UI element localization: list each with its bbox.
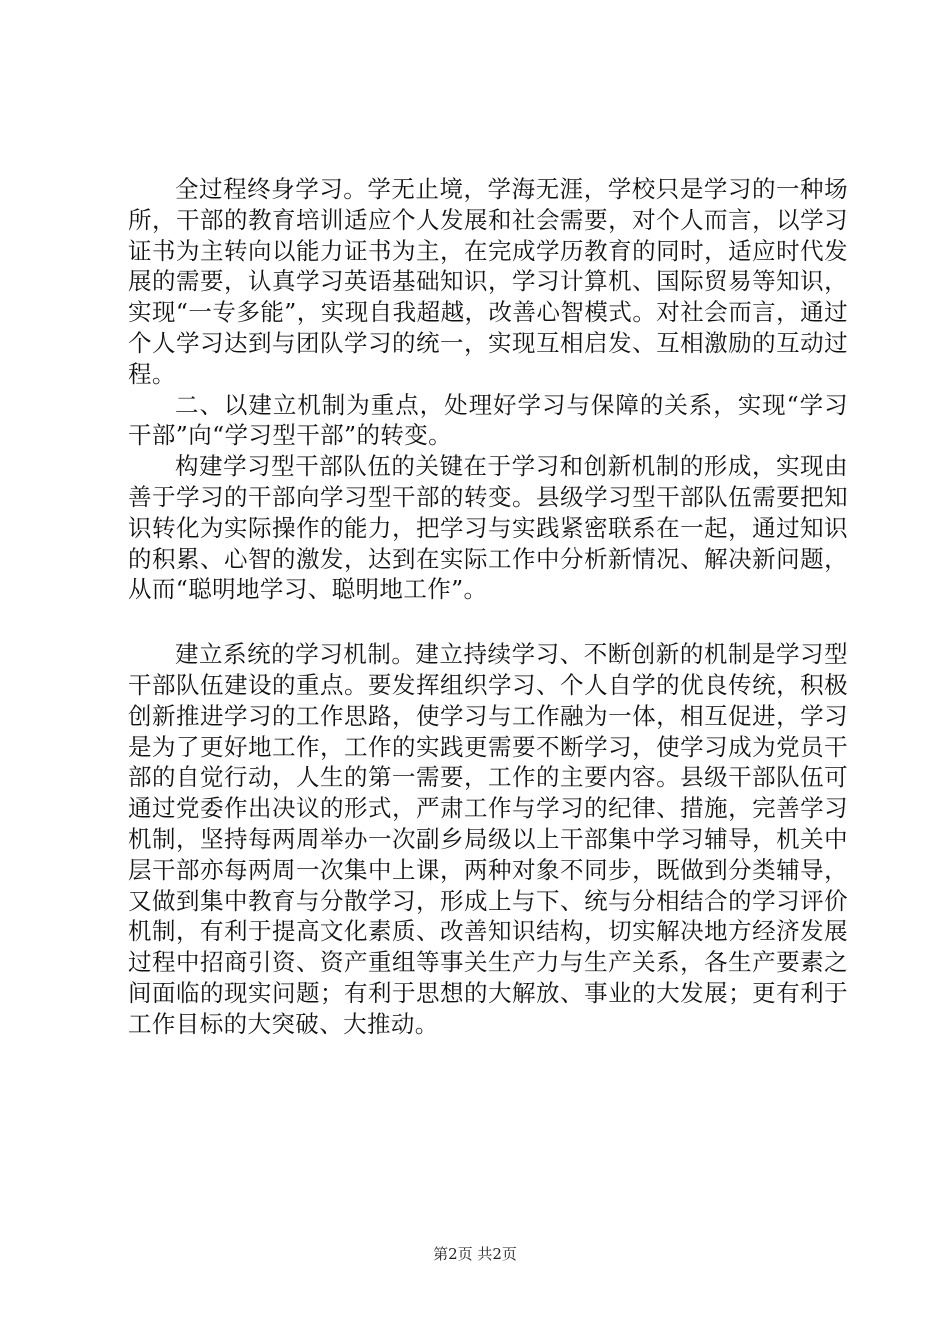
section-heading-mechanism: 二、以建立机制为重点，处理好学习与保障的关系，实现“学习干部”向“学习型干部”的转变。 (128, 390, 848, 450)
paragraph-lifelong-learning: 全过程终身学习。学无止境，学海无涯，学校只是学习的一种场所，干部的教育培训适应个人发展和社会需要，对个人而言，以学习证书为主转向以能力证书为主，在完成学历教育的同时，适应时代发展的需要，认真学习英语基础知识，学习计算机、国际贸易等知识，实现“一专多能”，实现自我超越，改善心智模式。对社会而言，通过个人学习达到与团队学习的统一，实现互相启发、互相激励的互动过程。 (128, 175, 848, 388)
paragraph-innovation-mechanism: 构建学习型干部队伍的关键在于学习和创新机制的形成，实现由善于学习的干部向学习型干部的转变。县级学习型干部队伍需要把知识转化为实际操作的能力，把学习与实践紧密联系在一起，通过知识的积累、心智的激发，达到在实际工作中分析新情况、解决新问题，从而“聪明地学习、聪明地工作”。 (128, 452, 848, 604)
document-body (128, 174, 848, 1040)
page-footer: 第2页 共2页 (433, 1245, 517, 1263)
paragraph-learning-system: 建立系统的学习机制。建立持续学习、不断创新的机制是学习型干部队伍建设的重点。要发挥组织学习、个人自学的优良传统，积极创新推进学习的工作思路，使学习与工作融为一体，相互促进，学习是为了更好地工作，工作的实践更需要不断学习，使学习成为党员干部的自觉行动，人生的第一需要，工作的主要内容。县级干部队伍可通过党委作出决议的形式，严肃工作与学习的纪律、措施，完善学习机制，坚持每两周举办一次副乡局级以上干部集中学习辅导，机关中层干部亦每两周一次集中上课，两种对象不同步，既做到分类辅导，又做到集中教育与分散学习，形成上与下、统与分相结合的学习评价机制，有利于提高文化素质、改善知识结构，切实解决地方经济发展过程中招商引资、资产重组等事关生产力与生产关系，各生产要素之间面临的现实问题；有利于思想的大解放、事业的大发展；更有利于工作目标的大突破、大推动。 (128, 640, 848, 1038)
